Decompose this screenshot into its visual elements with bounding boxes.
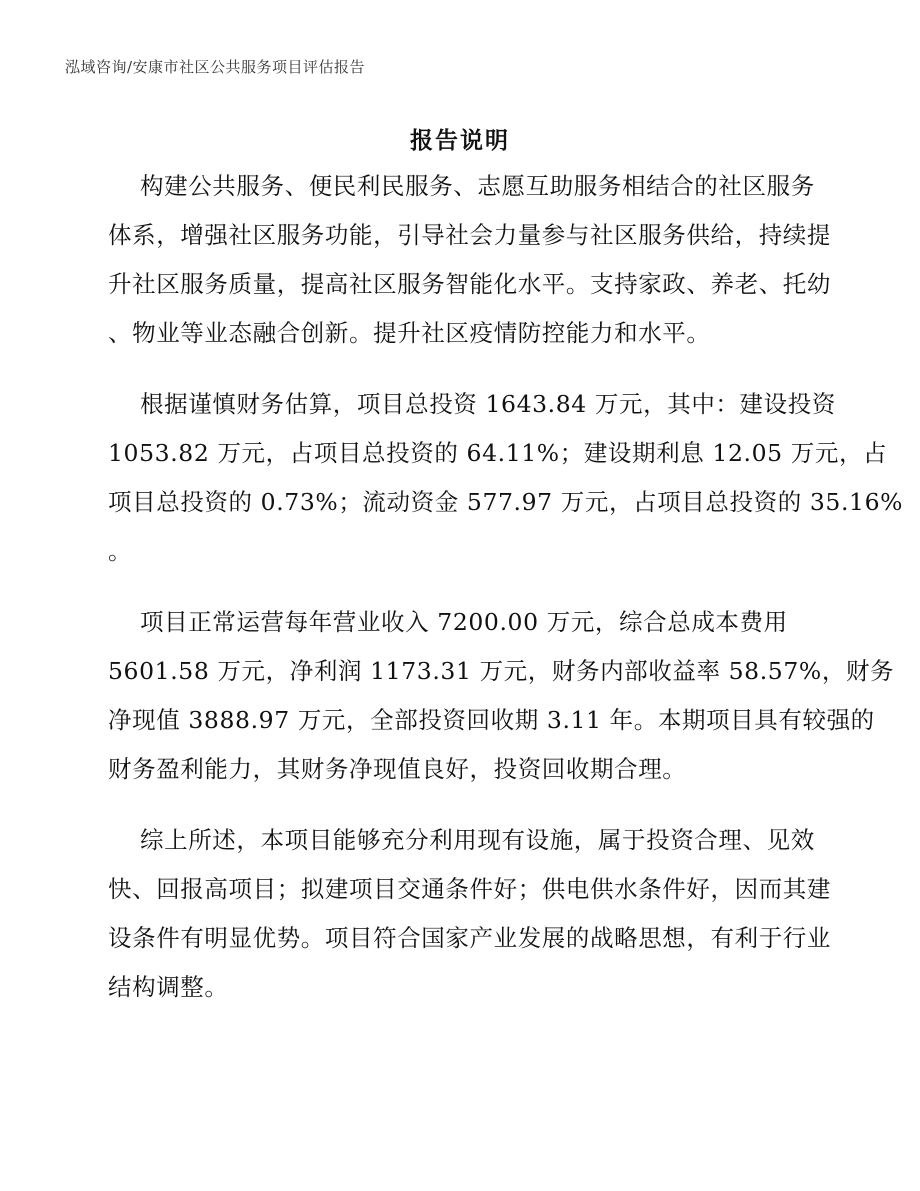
text-line: 设条件有明显优势。项目符合国家产业发展的战略思想，有利于行业 — [108, 924, 831, 952]
text-line: 体系，增强社区服务功能，引导社会力量参与社区服务供给，持续提 — [108, 221, 831, 249]
text-line: 项目总投资的 0.73%；流动资金 577.97 万元，占项目总投资的 35.16% — [108, 488, 904, 516]
paragraph-financials — [108, 598, 895, 794]
text-line: 。 — [108, 537, 133, 565]
running-header: 泓域咨询/安康市社区公共服务项目评估报告 — [65, 58, 366, 76]
text-line: 构建公共服务、便民利民服务、志愿互助服务相结合的社区服务 — [140, 172, 815, 200]
text-line: 财务盈利能力，其财务净现值良好，投资回收期合理。 — [108, 755, 687, 783]
text-line: 、物业等业态融合创新。提升社区疫情防控能力和水平。 — [108, 319, 711, 347]
text-line: 5601.58 万元，净利润 1173.31 万元，财务内部收益率 58.57%，财务 — [108, 657, 895, 685]
text-line: 快、回报高项目；拟建项目交通条件好；供电供水条件好，因而其建 — [108, 875, 831, 903]
section-title: 报告说明 — [410, 127, 510, 154]
report-body — [108, 162, 904, 1034]
text-line: 结构调整。 — [108, 973, 229, 1001]
text-line: 升社区服务质量，提高社区服务智能化水平。支持家政、养老、托幼 — [108, 270, 831, 298]
paragraph-conclusion — [108, 816, 831, 1012]
paragraph-investment — [108, 380, 904, 576]
text-line: 根据谨慎财务估算，项目总投资 1643.84 万元，其中：建设投资 — [140, 390, 836, 418]
paragraph-community-services — [108, 162, 831, 358]
text-line: 净现值 3888.97 万元，全部投资回收期 3.11 年。本期项目具有较强的 — [108, 706, 875, 734]
text-line: 1053.82 万元，占项目总投资的 64.11%；建设期利息 12.05 万元，占 — [108, 439, 888, 467]
text-line: 综上所述，本项目能够充分利用现有设施，属于投资合理、见效 — [140, 826, 815, 854]
text-line: 项目正常运营每年营业收入 7200.00 万元，综合总成本费用 — [140, 608, 788, 636]
